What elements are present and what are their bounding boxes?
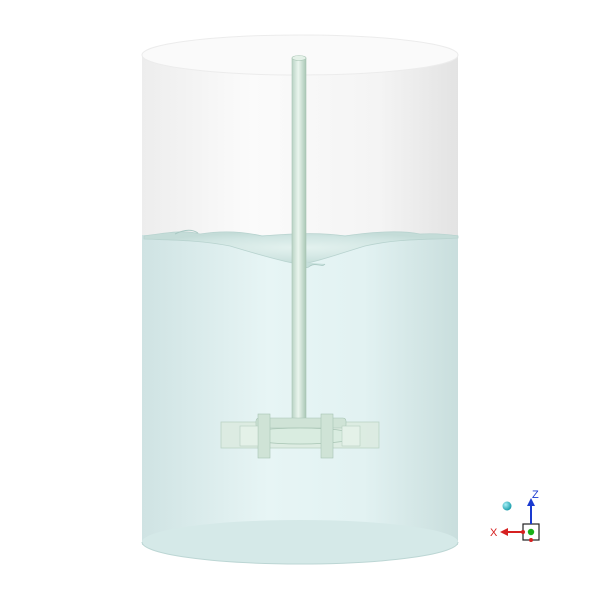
- z-axis-label: Z: [532, 489, 539, 501]
- triad-marker-bottom: [529, 538, 533, 542]
- triad-marker-left: [521, 530, 525, 534]
- impeller-blade-back-left: [240, 426, 258, 446]
- view-sphere-icon[interactable]: [503, 502, 512, 511]
- impeller-blade-left: [258, 414, 270, 458]
- impeller-blade-back-right: [342, 426, 360, 446]
- orientation-triad[interactable]: [486, 486, 556, 556]
- y-axis-point-icon: [528, 529, 534, 535]
- impeller-shaft[interactable]: [292, 58, 306, 430]
- impeller-blade-right: [321, 414, 333, 458]
- shaft-top: [292, 56, 306, 61]
- x-axis-label: X: [490, 527, 498, 539]
- x-axis-arrow-icon: [500, 528, 523, 536]
- z-axis-arrow-icon: [527, 498, 535, 524]
